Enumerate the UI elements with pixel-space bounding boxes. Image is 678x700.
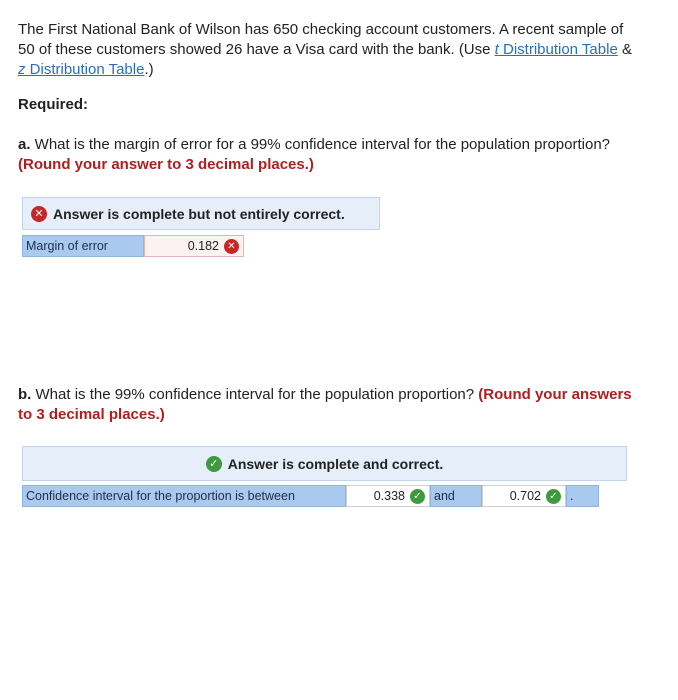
intro-close: .) (144, 61, 154, 78)
answer-row-a (22, 235, 244, 257)
check-circle-icon: ✓ (546, 489, 561, 504)
status-banner-b (22, 446, 627, 481)
question-b: b. What is the 99% confidence interval for the population proportion? (Round your answers to 3 decimal places.) (18, 386, 632, 423)
period-label: . (566, 485, 599, 507)
lower-bound-input[interactable]: 0.338 ✓ (346, 485, 430, 507)
check-circle-icon: ✓ (206, 456, 222, 472)
round-instruction-b: (Round your answers to 3 decimal places.) (18, 386, 632, 423)
problem-statement (18, 20, 638, 80)
answer-row-b (22, 485, 599, 507)
upper-bound-input[interactable]: 0.702 ✓ (482, 485, 566, 507)
interval-label: Confidence interval for the proportion is between (22, 485, 346, 507)
and-label: and (430, 485, 482, 507)
z-distribution-link[interactable]: z Distribution Table (18, 61, 145, 78)
intro-text: The First National Bank of Wilson has 650 checking account customers. A recent sample of 50 of these customers showed 26 have a Visa card with the bank. (Use (18, 21, 624, 58)
check-circle-icon: ✓ (410, 489, 425, 504)
x-circle-icon: ✕ (31, 206, 47, 222)
round-instruction-a: (Round your answer to 3 decimal places.) (18, 156, 314, 173)
amp-text: & (617, 41, 632, 58)
status-text-a: Answer is complete but not entirely correct. (53, 205, 345, 222)
question-a: a. What is the margin of error for a 99% confidence interval for the population proportion? (Round your answer to 3 decimal places.) (18, 136, 611, 173)
status-text-b: Answer is complete and correct. (227, 455, 444, 472)
margin-of-error-label: Margin of error (22, 235, 144, 257)
required-heading: Required: (18, 96, 89, 113)
t-distribution-link[interactable]: t Distribution Table (494, 41, 618, 58)
status-banner-a (22, 197, 380, 230)
x-circle-icon: ✕ (224, 239, 239, 254)
margin-of-error-input[interactable]: 0.182 ✕ (144, 235, 244, 257)
